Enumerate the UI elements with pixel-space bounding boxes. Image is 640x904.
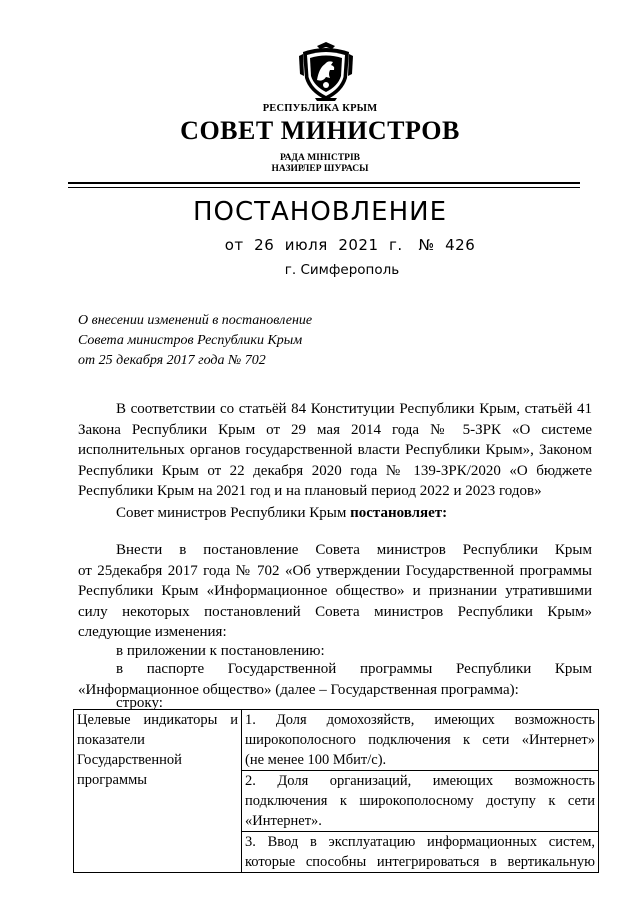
text-line: Республики Крым «Информационное общество» и признании утратившими xyxy=(78,583,592,599)
decree-date-number: от 26 июля 2021 г. № 426 xyxy=(224,236,476,254)
table-cell-indicators xyxy=(242,710,599,873)
text-line: (не менее 100 Мбит/с). xyxy=(245,752,387,768)
resolves-paragraph xyxy=(78,503,592,524)
subject-line: от 25 декабря 2017 года № 702 xyxy=(78,353,266,368)
text-line: в паспорте Государственной программы Республики Крым xyxy=(116,661,592,677)
text-line: подключения к широкополосному доступу к сети xyxy=(245,793,595,809)
amendment-paragraph xyxy=(78,540,592,643)
text-line: которые способны интегрироваться в вертикальную xyxy=(245,854,595,870)
preamble-paragraph xyxy=(78,399,592,502)
text-line xyxy=(78,503,592,524)
list-item xyxy=(242,771,599,832)
text-line: программы xyxy=(77,772,147,788)
document-type-title: ПОСТАНОВЛЕНИЕ xyxy=(192,197,448,227)
text-line: показатели xyxy=(77,732,145,748)
council-name-crimean-tatar: НАЗИРЛЕР ШУРАСЫ xyxy=(271,164,369,174)
subject-line: Совета министров Республики Крым xyxy=(78,333,303,348)
council-name: СОВЕТ МИНИСТРОВ xyxy=(180,116,460,145)
text-line: Республики Крым на 2021 год и на плановый период 2022 и 2023 годов» xyxy=(78,483,542,499)
text-line: от 25декабря 2017 года № 702 «Об утверждении Государственной программы xyxy=(78,562,592,579)
subject-line: О внесении изменений в постановление xyxy=(78,313,313,328)
list-item xyxy=(242,710,599,771)
resolves-text: Совет министров Республики Крым xyxy=(116,505,351,521)
text-line: «Интернет». xyxy=(245,813,322,829)
table-cell-label xyxy=(74,710,242,873)
text-line: В соответствии со статьёй 84 Конституции Республики Крым, статьёй 41 xyxy=(116,401,592,417)
resolves-keyword: постановляет: xyxy=(350,505,448,521)
text-line: Внести в постановление Совета министров Республики Крым xyxy=(116,542,592,558)
text-line: силу некоторых постановлений Совета министров Республики Крым» xyxy=(78,603,592,620)
table-row xyxy=(74,710,599,873)
text-line: 1. Доля домохозяйств, имеющих возможность xyxy=(245,712,595,728)
republic-name: РЕСПУБЛИКА КРЫМ xyxy=(262,103,378,114)
text-line: Государственной xyxy=(77,752,182,768)
decree-subject xyxy=(78,311,312,371)
text-line: в приложении к постановлению: xyxy=(116,643,325,659)
indicators-table xyxy=(73,709,599,873)
crimea-emblem-icon xyxy=(295,40,357,102)
text-line: 3. Ввод в эксплуатацию информационных систем, xyxy=(245,834,595,850)
text-line: строку: xyxy=(116,695,163,711)
text-line: Целевые индикаторы и xyxy=(77,712,238,728)
text-line: широкополосного подключения к сети «Интернет» xyxy=(245,732,595,748)
text-line: 2. Доля организаций, имеющих возможность xyxy=(245,773,595,789)
text-line: «Информационное общество» (далее – Государственная программа): xyxy=(78,681,519,698)
text-line: следующие изменения: xyxy=(78,624,227,640)
header-divider-thick xyxy=(68,182,580,184)
decree-city: г. Симферополь xyxy=(284,262,400,278)
text-line: Закона Республики Крым от 29 мая 2014 года № 5-ЗРК «О системе xyxy=(78,421,592,438)
header-divider-thin xyxy=(68,187,580,188)
council-name-ukrainian: РАДА МІНІСТРІВ xyxy=(279,153,360,163)
text-line: исполнительных органов государственной власти Республики Крым», Законом xyxy=(78,442,592,458)
text-line: Республики Крым от 22 декабря 2020 года № 139-ЗРК/2020 «О бюджете xyxy=(78,462,592,479)
list-item xyxy=(242,832,599,872)
